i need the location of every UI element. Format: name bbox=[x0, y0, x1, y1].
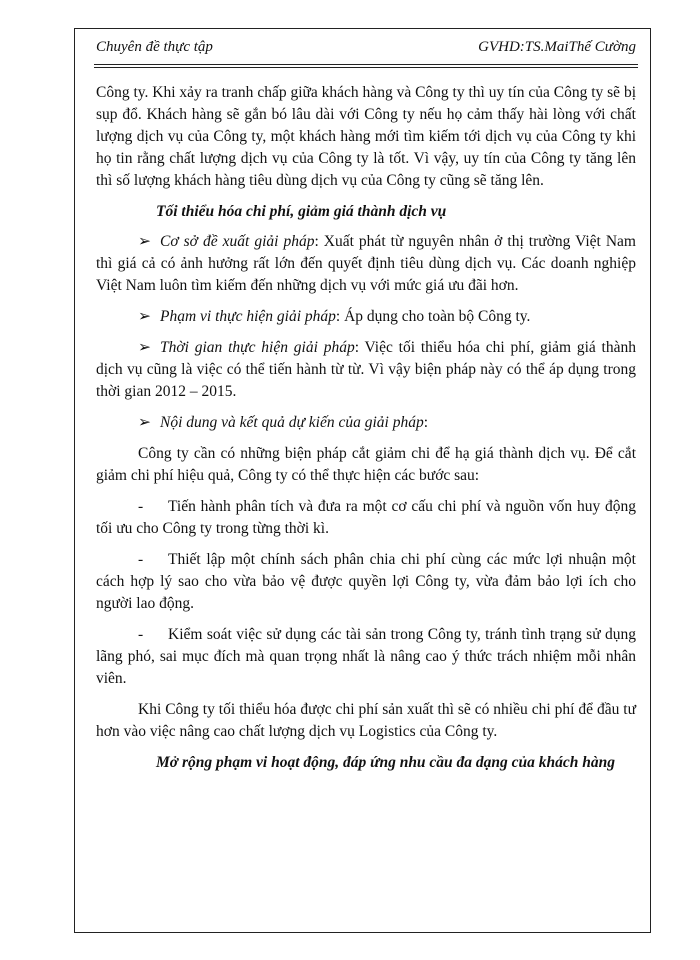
bullet-text: : bbox=[423, 414, 429, 431]
bullet-basis bbox=[96, 231, 636, 297]
paragraph-cost-measures: Công ty cần có những biện pháp cắt giảm chi để hạ giá thành dịch vụ. Để cắt giảm chi phí hiệu quả, Công ty có thể thực hiện các bước sau: bbox=[96, 445, 636, 484]
bullet-scope bbox=[96, 306, 636, 328]
page-header bbox=[96, 39, 636, 61]
dash-mark: - bbox=[138, 551, 144, 568]
bullet-timeframe bbox=[96, 337, 636, 403]
arrow-bullet-icon: ➢ bbox=[138, 339, 151, 356]
dash-text: Thiết lập một chính sách phân chia chi phí cùng các mức lợi nhuận một cách hợp lý sao cho vừa bảo vệ được quyền lợi Công ty, vừa đảm bảo lợi ích cho người lao động. bbox=[96, 551, 636, 612]
dash-item-policy bbox=[96, 549, 636, 615]
bullet-text: : Việc tối thiểu hóa chi phí, giảm giá thành dịch vụ cũng là việc có thể tiến hành từ từ. Vì vậy biện pháp này có thể áp dụng trong thời gian 2012 – 2015. bbox=[96, 339, 636, 400]
bullet-text: : Áp dụng cho toàn bộ Công ty. bbox=[335, 308, 531, 325]
header-title: Chuyên đề thực tập bbox=[96, 39, 213, 55]
bullet-label: Thời gian thực hiện giải pháp bbox=[160, 339, 355, 356]
header-advisor: GVHD:TS.MaiThế Cường bbox=[478, 39, 636, 55]
dash-text: Kiểm soát việc sử dụng các tài sản trong Công ty, tránh tình trạng sử dụng lãng phó, sai mục đích mà quan trọng nhất là nâng cao ý thức trách nhiệm mỗi nhân viên. bbox=[96, 626, 636, 687]
document-body bbox=[96, 82, 636, 782]
header-rule bbox=[94, 64, 638, 68]
dash-item-control bbox=[96, 624, 636, 690]
section-heading-expansion: Mở rộng phạm vi hoạt động, đáp ứng nhu cầu đa dạng của khách hàng bbox=[156, 754, 616, 771]
arrow-bullet-icon: ➢ bbox=[138, 308, 151, 325]
bullet-text: : Xuất phát từ nguyên nhân ở thị trường Việt Nam thì giá cả có ảnh hưởng rất lớn đến quyết định tiêu dùng dịch vụ. Các doanh nghiệp Việt Nam luôn tìm kiếm đến những dịch vụ với mức giá ưu đãi hơn. bbox=[96, 233, 636, 294]
paragraph-conclusion: Khi Công ty tối thiểu hóa được chi phí sản xuất thì sẽ có nhiều chi phí để đầu tư hơn vào việc nâng cao chất lượng dịch vụ Logistics của Công ty. bbox=[96, 701, 636, 740]
bullet-content bbox=[96, 412, 636, 434]
arrow-bullet-icon: ➢ bbox=[138, 414, 151, 431]
arrow-bullet-icon: ➢ bbox=[138, 233, 151, 250]
bullet-label: Nội dung và kết quả dự kiến của giải pháp bbox=[160, 414, 424, 431]
bullet-label: Phạm vi thực hiện giải pháp bbox=[160, 308, 336, 325]
dash-text: Tiến hành phân tích và đưa ra một cơ cấu chi phí và nguồn vốn huy động tối ưu cho Công ty trong từng thời kì. bbox=[96, 498, 636, 537]
dash-mark: - bbox=[138, 498, 144, 515]
dash-item-analysis bbox=[96, 496, 636, 540]
bullet-label: Cơ sở đề xuất giải pháp bbox=[160, 233, 315, 250]
paragraph-continuation: Công ty. Khi xảy ra tranh chấp giữa khách hàng và Công ty thì uy tín của Công ty sẽ bị sụp đổ. Khách hàng sẽ gắn bó lâu dài với Công ty nếu họ cảm thấy hài lòng với chất lượng dịch vụ của Công ty, một khách hàng mới tìm kiếm tới dịch vụ của Công ty khi họ tin rằng chất lượng dịch vụ của Công ty là tốt. Vì vậy, uy tín của Công ty tăng lên thì số lượng khách hàng tiêu dùng dịch vụ của Công ty cũng sẽ tăng lên. bbox=[96, 84, 636, 189]
dash-mark: - bbox=[138, 626, 144, 643]
section-heading-cost: Tối thiểu hóa chi phí, giảm giá thành dịch vụ bbox=[156, 203, 447, 220]
